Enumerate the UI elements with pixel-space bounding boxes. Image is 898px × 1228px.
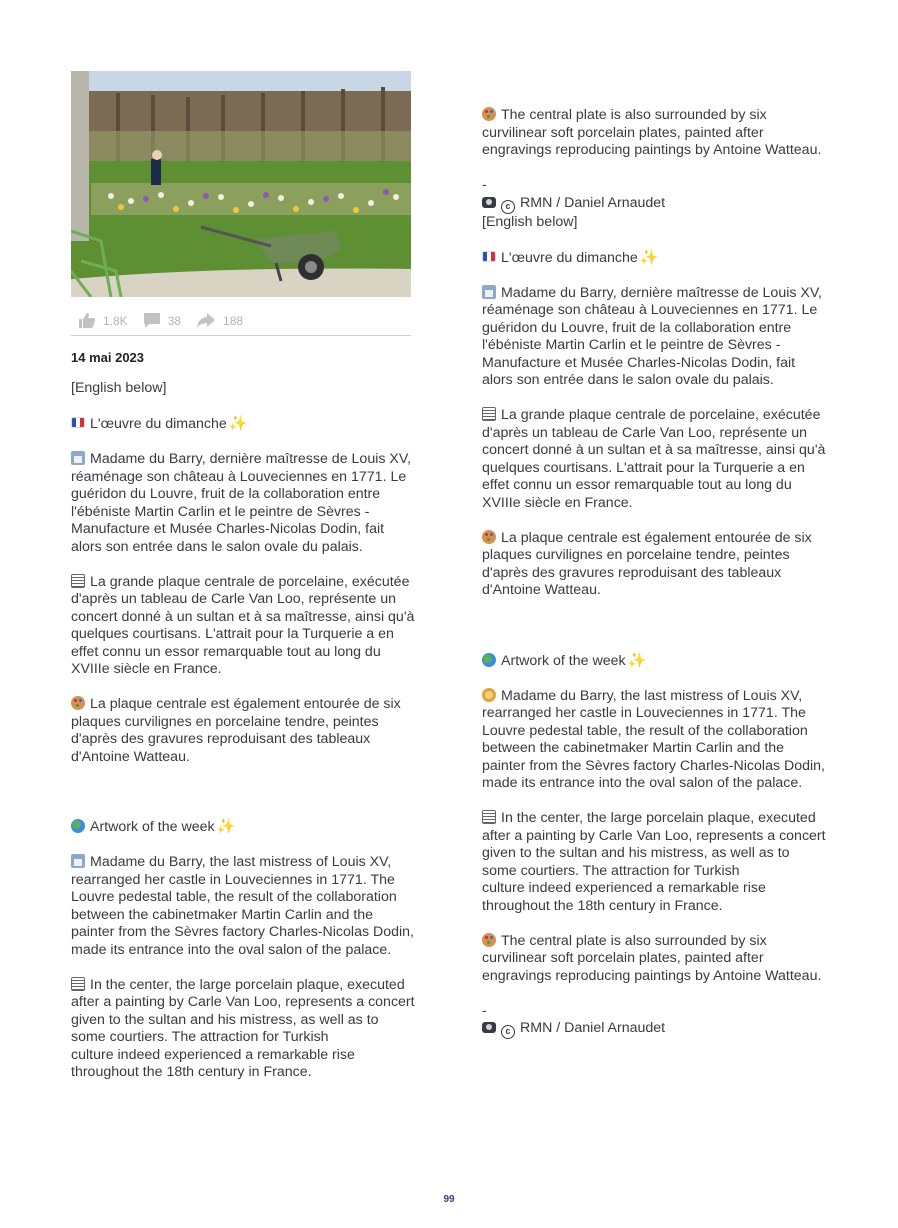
flag-france-icon bbox=[71, 417, 85, 428]
en-paragraph-2-text-a: In the center, the large porcelain plaque, executed after a painting by Carle Van Loo, represents a concert given to the sultan and his mistress, as well as to some courtiers. The attraction for Turkish bbox=[71, 976, 415, 1045]
post-stats-bar bbox=[71, 306, 411, 336]
left-column-text bbox=[71, 380, 416, 1099]
right-column-text bbox=[482, 107, 827, 1039]
artist-palette-icon bbox=[71, 696, 85, 710]
copyright-icon: c bbox=[501, 1025, 515, 1039]
r-en-heading-text: Artwork of the week bbox=[501, 652, 626, 669]
r-en-heading bbox=[482, 652, 827, 671]
r-en-paragraph-1 bbox=[482, 688, 827, 793]
sparkles-icon: ✨ bbox=[228, 415, 248, 432]
post-photo bbox=[71, 71, 411, 297]
fr-paragraph-3-text: La plaque centrale est également entourée de six plaques curvilignes en porcelaine tendre, peintes d'après des gravures reproduisant des tableaux d'Antoine Watteau. bbox=[71, 696, 401, 765]
en-paragraph-2 bbox=[71, 977, 416, 1082]
r-en-paragraph-3-text: The central plate is also surrounded by six curvilinear soft porcelain plates, painted after engravings reproducing paintings by Antoine Watteau. bbox=[482, 932, 822, 984]
r-fr-heading bbox=[482, 249, 827, 268]
camera-icon bbox=[482, 1022, 496, 1033]
sparkles-icon: ✨ bbox=[627, 651, 647, 669]
globe-icon bbox=[482, 653, 496, 667]
r-credit-1-text: RMN / Daniel Arnaudet bbox=[520, 194, 666, 211]
musical-score-icon bbox=[71, 574, 85, 588]
lion-icon bbox=[482, 688, 496, 702]
en-paragraph-1-text: Madame du Barry, the last mistress of Louis XV, rearranged her castle in Louveciennes in 1771. The Louvre pedestal table, the result of the collaboration between the cabinetmaker Martin Carlin and the painter from the Sèvres factory Charles-Nicolas Dodin, made its entrance into the oval salon of the palace. bbox=[71, 854, 415, 958]
en-paragraph-2-text-b: culture indeed experienced a remarkable rise throughout the 18th century in France. bbox=[71, 1046, 355, 1080]
r-fr-paragraph-2 bbox=[482, 407, 827, 512]
comment-count: 38 bbox=[167, 313, 182, 328]
copyright-icon: c bbox=[501, 200, 515, 214]
en-heading-text: Artwork of the week bbox=[90, 819, 215, 835]
comment-icon bbox=[144, 313, 160, 328]
fr-paragraph-2-text: La grande plaque centrale de porcelaine, exécutée d'après un tableau de Carle Van Loo, représente un concert donné à un sultan et à sa maîtresse, ainsi qu'à quelques courtisans. L'attrait pour la Turquerie a en effet connu un essor remarquable tout au long du XVIIIe siècle en France. bbox=[71, 573, 415, 677]
r-fr-paragraph-1 bbox=[482, 285, 827, 390]
r-credit-1 bbox=[482, 195, 827, 214]
musical-score-icon bbox=[71, 977, 85, 991]
r-credit-2 bbox=[482, 1020, 827, 1039]
r-fr-paragraph-3 bbox=[482, 530, 827, 600]
r-top-paragraph bbox=[482, 107, 827, 160]
comment-stat[interactable] bbox=[144, 313, 181, 328]
like-count: 1.8K bbox=[103, 313, 128, 328]
r-en-paragraph-2-text-a: In the center, the large porcelain plaque, executed after a painting by Carle Van Loo, represents a concert given to the sultan and his mistress, as well as to some courtiers. The attraction for Turkish bbox=[482, 810, 826, 879]
globe-icon bbox=[71, 819, 85, 833]
r-fr-paragraph-1-text: Madame du Barry, dernière maîtresse de Louis XV, réaménage son château à Louveciennes en 1771. Le guéridon du Louvre, fruit de la collaboration entre l'ébéniste Martin Carlin et le peintre de Sèvres - Manufacture et Musée Charles-Nicolas Dodin, fait alors son entrée dans le salon ovale du palais. bbox=[482, 284, 822, 388]
r-top-paragraph-text: The central plate is also surrounded by six curvilinear soft porcelain plates, painted after engravings reproducing paintings by Antoine Watteau. bbox=[482, 107, 822, 158]
r-en-paragraph-1-text: Madame du Barry, the last mistress of Louis XV, rearranged her castle in Louveciennes in 1771. The Louvre pedestal table, the result of the collaboration between the cabinetmaker Martin Carlin and the painter from the Sèvres factory Charles-Nicolas Dodin, made its entrance into the oval salon of the palace. bbox=[482, 687, 826, 791]
artist-palette-icon bbox=[482, 530, 496, 544]
garden-photo-illustration bbox=[71, 71, 411, 297]
share-stat[interactable] bbox=[197, 313, 243, 328]
r-en-paragraph-2-text-b: culture indeed experienced a remarkable rise throughout the 18th century in France. bbox=[482, 880, 766, 914]
like-stat[interactable] bbox=[79, 313, 128, 328]
r-dash-2: - bbox=[482, 1002, 487, 1019]
page-number: 99 bbox=[443, 1194, 455, 1205]
r-fr-paragraph-2-text: La grande plaque centrale de porcelaine, exécutée d'après un tableau de Carle Van Loo, représente un concert donné à un sultan et à sa maîtresse, ainsi qu'à quelques courtisans. L'attrait pour la Turquerie a en effet connu un essor remarquable tout au long du XVIIIe siècle en France. bbox=[482, 407, 826, 511]
artist-palette-icon bbox=[482, 107, 496, 121]
fr-paragraph-1 bbox=[71, 451, 416, 556]
fr-paragraph-1-text: Madame du Barry, dernière maîtresse de Louis XV, réaménage son château à Louveciennes en 1771. Le guéridon du Louvre, fruit de la collaboration entre l'ébéniste Martin Carlin et le peintre de Sèvres - Manufacture et Musée Charles-Nicolas Dodin, fait alors son entrée dans le salon ovale du palais. bbox=[71, 451, 411, 555]
en-paragraph-1 bbox=[71, 854, 416, 959]
share-icon bbox=[197, 313, 215, 328]
sparkles-icon: ✨ bbox=[216, 818, 236, 835]
musical-score-icon bbox=[482, 810, 496, 824]
musical-score-icon bbox=[482, 407, 496, 421]
thumbs-up-icon bbox=[79, 313, 95, 328]
castle-icon bbox=[71, 451, 85, 465]
en-heading bbox=[71, 818, 416, 837]
share-count: 188 bbox=[223, 313, 244, 328]
r-english-below-note: [English below] bbox=[482, 213, 578, 230]
r-credit-2-text: RMN / Daniel Arnaudet bbox=[520, 1020, 666, 1036]
r-en-paragraph-2 bbox=[482, 810, 827, 915]
r-dash-1: - bbox=[482, 177, 487, 193]
fr-paragraph-3 bbox=[71, 696, 416, 766]
r-en-paragraph-3 bbox=[482, 933, 827, 986]
r-fr-heading-text: L'œuvre du dimanche bbox=[501, 249, 638, 266]
r-fr-paragraph-3-text: La plaque centrale est également entourée de six plaques curvilignes en porcelaine tendre, peintes d'après des gravures reproduisant des tableaux d'Antoine Watteau. bbox=[482, 529, 812, 598]
flag-france-icon bbox=[482, 251, 496, 262]
fr-heading-text: L'œuvre du dimanche bbox=[90, 416, 227, 432]
castle-icon bbox=[482, 285, 496, 299]
english-below-note: [English below] bbox=[71, 380, 167, 396]
post-date: 14 mai 2023 bbox=[71, 350, 145, 365]
fr-heading bbox=[71, 415, 416, 434]
sparkles-icon: ✨ bbox=[639, 248, 659, 266]
castle-icon bbox=[71, 854, 85, 868]
fr-paragraph-2 bbox=[71, 574, 416, 679]
camera-icon bbox=[482, 197, 496, 208]
artist-palette-icon bbox=[482, 933, 496, 947]
